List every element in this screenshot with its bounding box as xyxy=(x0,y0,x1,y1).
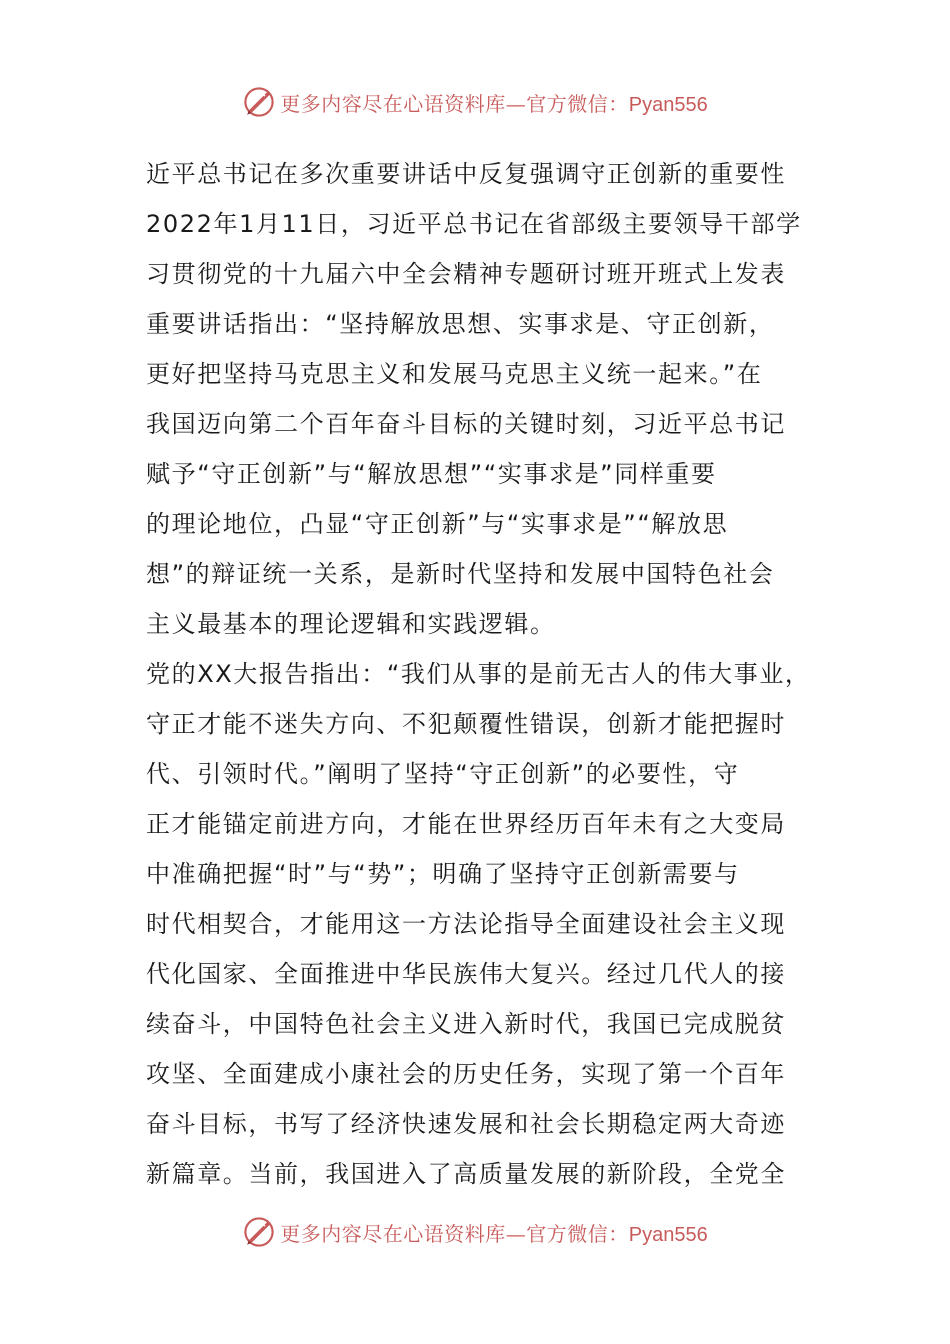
text-line: 赋予“守正创新”与“解放思想”“实事求是”同样重要 xyxy=(146,460,717,488)
banner-wechat-id: Pyan556 xyxy=(628,1223,708,1246)
text-line: 习贯彻党的十九届六中全会精神专题研讨班开班式上发表 xyxy=(146,260,786,288)
footer-banner xyxy=(0,1210,950,1254)
banner-slogan: 更多内容尽在心语资料库—官方微信： xyxy=(280,1221,629,1246)
text-line: 守正才能不迷失方向、不犯颠覆性错误，创新才能把握时 xyxy=(146,710,786,738)
text-line: 正才能锚定前进方向，才能在世界经历百年未有之大变局 xyxy=(146,810,786,838)
banner-slogan: 更多内容尽在心语资料库—官方微信： xyxy=(280,91,629,116)
text-line: 更好把坚持马克思主义和发展马克思主义统一起来。”在 xyxy=(146,360,763,388)
text-line: 代化国家、全面推进中华民族伟大复兴。经过几代人的接 xyxy=(146,960,786,988)
header-banner xyxy=(0,80,950,124)
banner-text xyxy=(280,88,707,117)
pen-logo-icon xyxy=(242,85,276,119)
text-line: 我国迈向第二个百年奋斗目标的关键时刻，习近平总书记 xyxy=(146,410,786,438)
pen-logo-icon xyxy=(242,1215,276,1249)
text-line: 的理论地位，凸显“守正创新”与“实事求是”“解放思 xyxy=(146,510,729,538)
text-line: 中准确把握“时”与“势”；明确了坚持守正创新需要与 xyxy=(146,860,740,888)
document-body xyxy=(146,149,816,1199)
text-line: 党的XX大报告指出：“我们从事的是前无古人的伟大事业， xyxy=(146,660,811,688)
text-line: 想”的辩证统一关系，是新时代坚持和发展中国特色社会 xyxy=(146,560,775,588)
text-line: 2022年1月11日，习近平总书记在省部级主要领导干部学 xyxy=(146,210,802,238)
banner-text xyxy=(280,1218,707,1247)
text-line: 代、引领时代。”阐明了坚持“守正创新”的必要性，守 xyxy=(146,760,740,788)
text-line: 攻坚、全面建成小康社会的历史任务，实现了第一个百年 xyxy=(146,1060,786,1088)
banner-wechat-id: Pyan556 xyxy=(628,93,708,116)
text-line: 续奋斗，中国特色社会主义进入新时代，我国已完成脱贫 xyxy=(146,1010,786,1038)
text-line: 奋斗目标，书写了经济快速发展和社会长期稳定两大奇迹 xyxy=(146,1110,786,1138)
paragraph-1 xyxy=(146,149,816,649)
text-line: 近平总书记在多次重要讲话中反复强调守正创新的重要性 xyxy=(146,160,786,188)
text-line: 新篇章。当前，我国进入了高质量发展的新阶段，全党全 xyxy=(146,1160,786,1188)
text-line: 时代相契合，才能用这一方法论指导全面建设社会主义现 xyxy=(146,910,786,938)
header-banner-inner xyxy=(242,85,707,119)
text-line: 重要讲话指出：“坚持解放思想、实事求是、守正创新， xyxy=(146,310,775,338)
footer-banner-inner xyxy=(242,1215,707,1249)
paragraph-2 xyxy=(146,649,816,1199)
text-line: 主义最基本的理论逻辑和实践逻辑。 xyxy=(146,610,556,638)
